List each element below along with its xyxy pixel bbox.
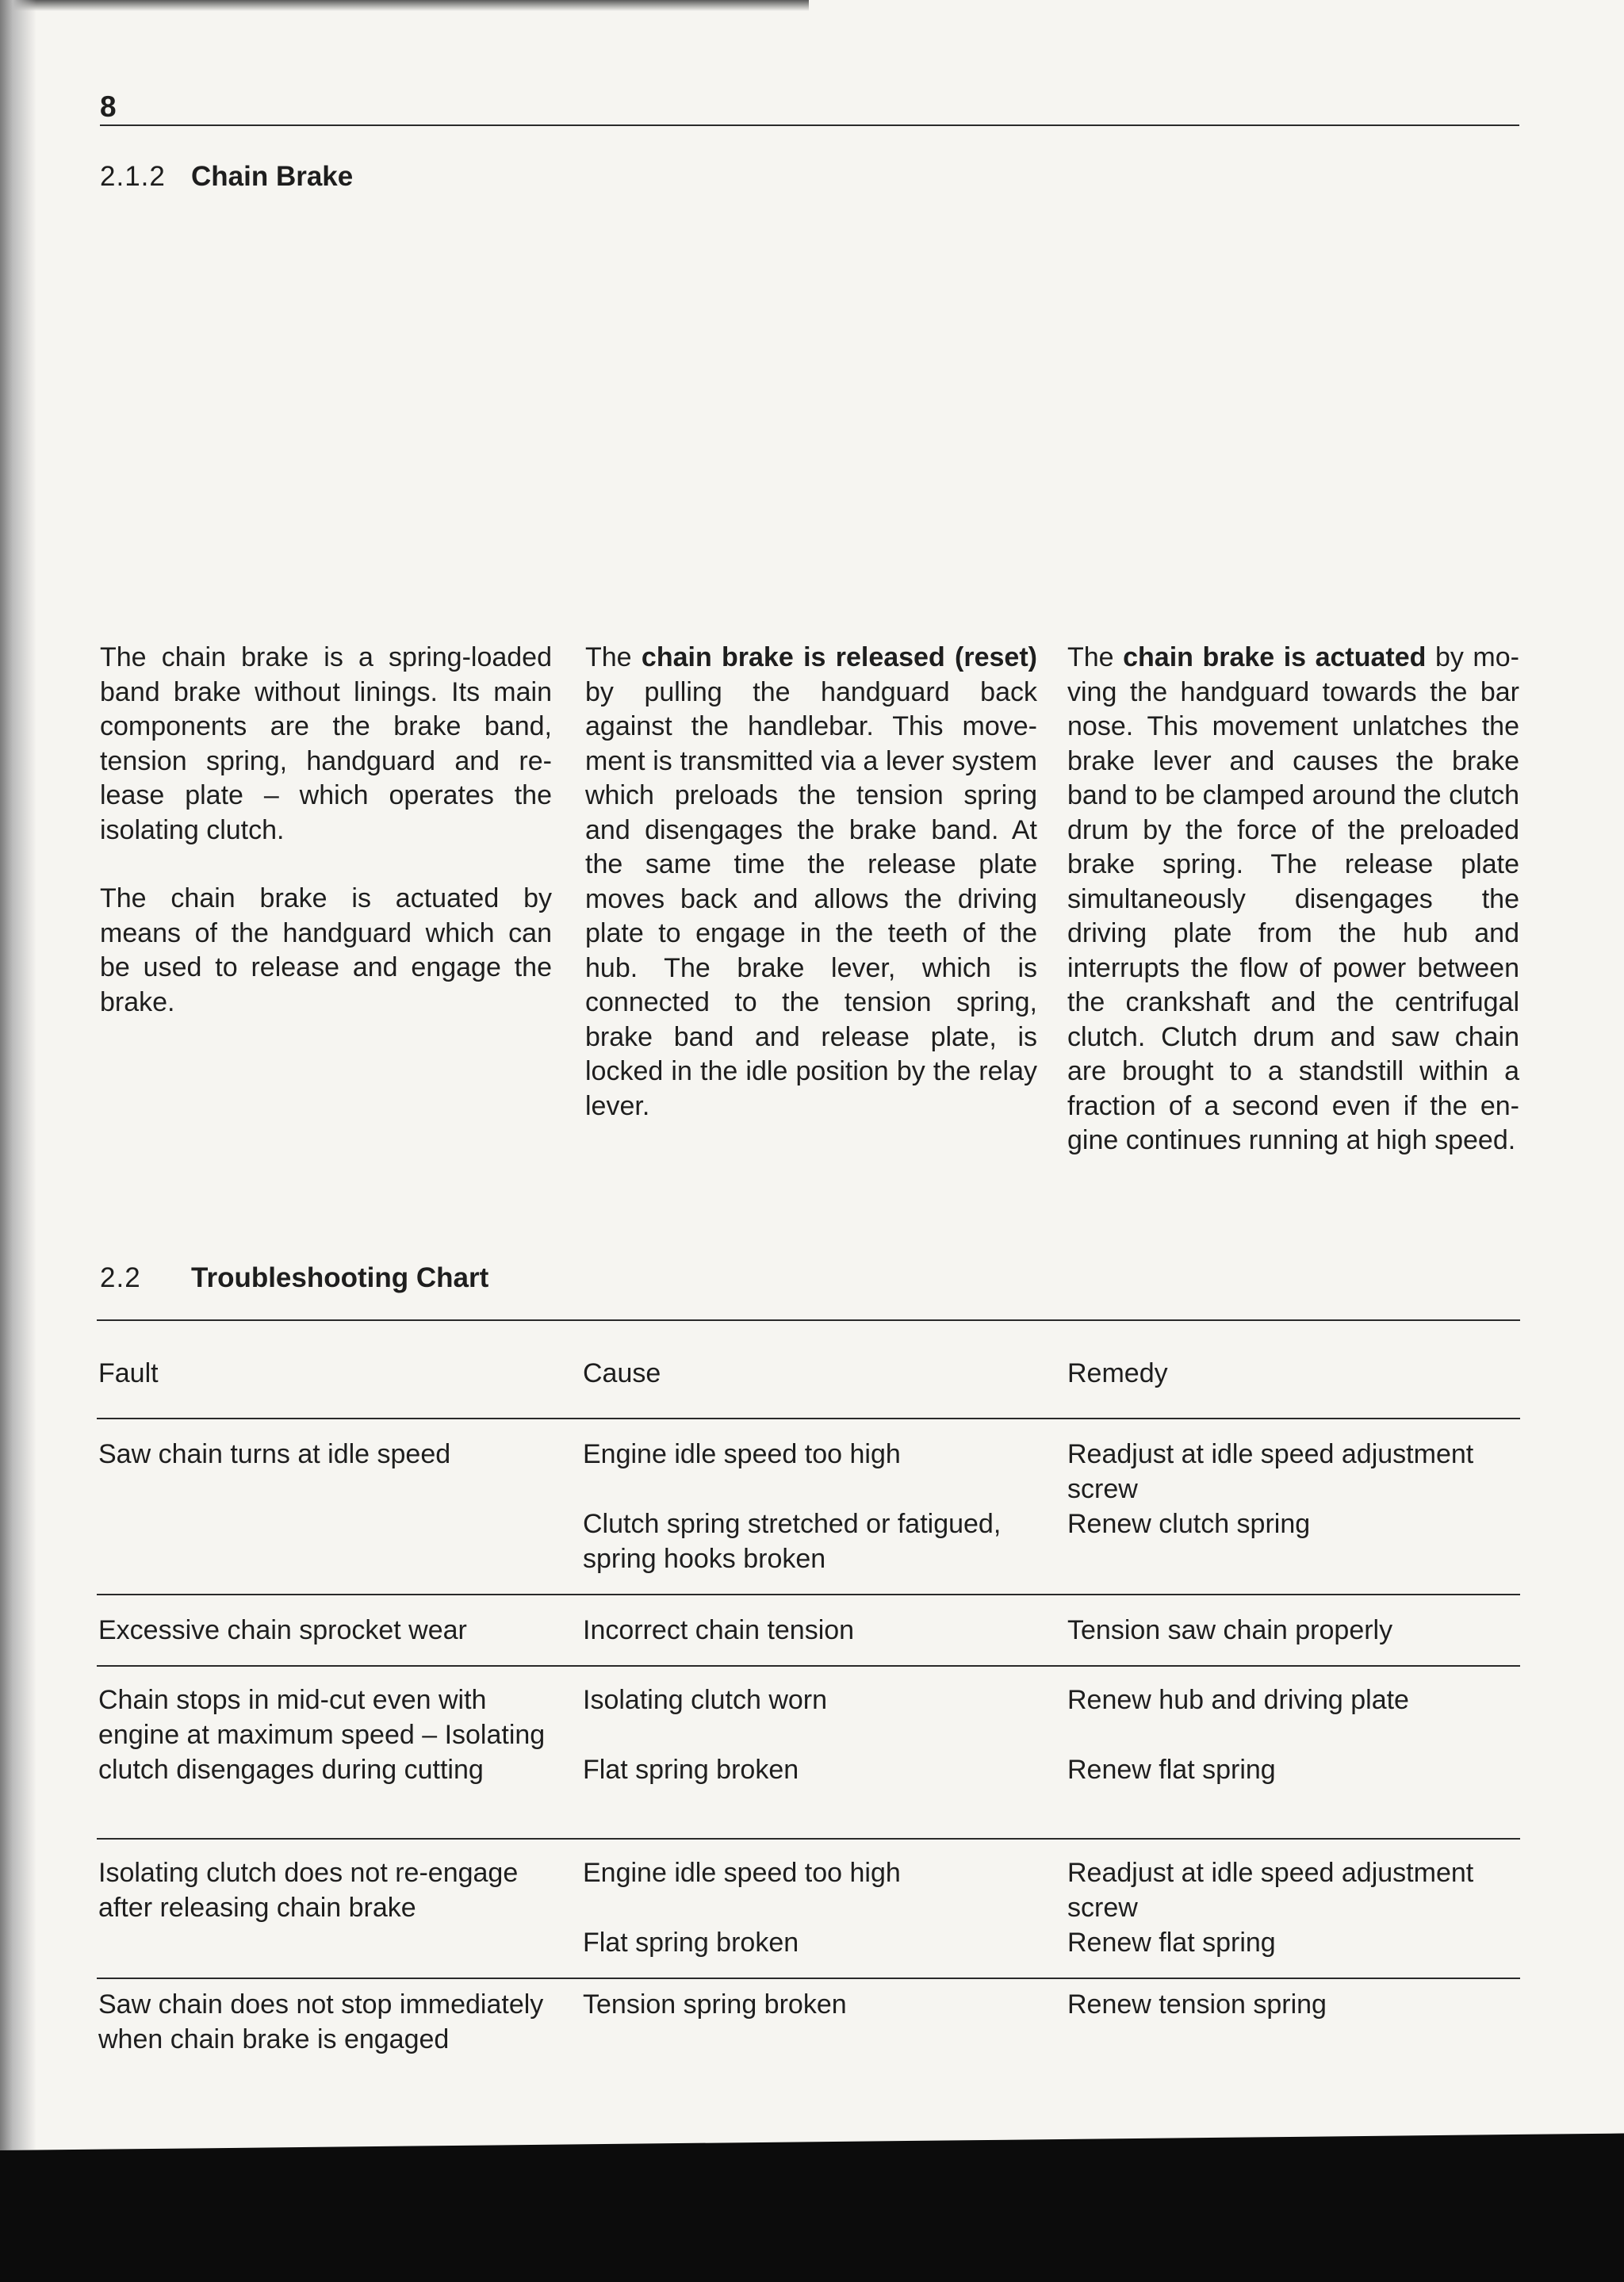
column-header-remedy: Remedy (1067, 1358, 1168, 1388)
bold-term: chain brake is actuated (1123, 642, 1427, 672)
bold-term: chain brake is released (reset) (641, 642, 1037, 672)
paragraph: The chain brake is actuated by means of the handguard which can be used to release and engage the brake. (100, 883, 552, 1017)
fault-cell: Saw chain does not stop immediately when chain brake is engaged (98, 1989, 544, 2054)
text-run: The (1067, 642, 1124, 672)
table-top-rule (97, 1319, 1520, 1321)
row-rule (97, 1594, 1520, 1595)
header-rule (100, 124, 1519, 126)
row-rule (97, 1838, 1520, 1840)
cause-cell: Engine idle speed too high (583, 1858, 901, 1888)
section-title: Troubleshooting Chart (191, 1262, 489, 1293)
fault-cell: Isolating clutch does not re-engage after releasing chain brake (98, 1858, 519, 1923)
section-title: Chain Brake (191, 161, 354, 192)
paragraph (1067, 641, 1519, 1158)
scan-left-edge (0, 0, 36, 2165)
cause-cell: Isolating clutch worn (583, 1685, 828, 1715)
page-number: 8 (100, 90, 117, 123)
fault-cell: Saw chain turns at idle speed (98, 1439, 451, 1469)
remedy-cell: Renew flat spring (1067, 1928, 1276, 1958)
text-column-1 (100, 641, 552, 1054)
remedy-cell: Renew clutch spring (1067, 1509, 1311, 1539)
cause-cell: Clutch spring stretched or fatigued, spring hooks broken (583, 1509, 1002, 1574)
remedy-cell: Tension saw chain properly (1067, 1615, 1393, 1645)
section-heading-chain-brake (100, 161, 353, 193)
paragraph: The chain brake is a spring-loaded band brake without linings. Its main components are the brake band, tension spring, handguard and release plate – which operates the isolating clutch. (100, 642, 552, 845)
remedy-cell: Renew flat spring (1067, 1755, 1276, 1785)
column-header-cause: Cause (583, 1358, 661, 1388)
header-rule (97, 1418, 1520, 1419)
scan-bottom-fill (0, 2173, 1624, 2282)
row-rule (97, 1665, 1520, 1667)
remedy-cell: Readjust at idle speed adjustment screw (1067, 1439, 1474, 1504)
remedy-cell: Renew tension spring (1067, 1989, 1327, 2020)
section-number: 2.1.2 (100, 161, 166, 192)
fault-cell: Excessive chain sprocket wear (98, 1615, 467, 1645)
section-number: 2.2 (100, 1262, 141, 1293)
remedy-cell: Renew hub and driving plate (1067, 1685, 1409, 1715)
cause-cell: Engine idle speed too high (583, 1439, 901, 1469)
column-header-fault: Fault (98, 1358, 159, 1388)
scan-top-edge (0, 0, 809, 11)
section-heading-troubleshooting (100, 1262, 488, 1294)
fault-cell: Chain stops in mid-cut even with engine at maximum speed – Isolating clutch disengages during cutting (98, 1685, 546, 1785)
cause-cell: Flat spring broken (583, 1755, 799, 1785)
cause-cell: Flat spring broken (583, 1928, 799, 1958)
cause-cell: Tension spring broken (583, 1989, 847, 2020)
cause-cell: Incorrect chain tension (583, 1615, 855, 1645)
text-run: by pulling the handguard back against the handlebar. This movement is transmitted via a lever system which preloads the tension spring and disengages the brake band. At the same time the release plate moves back and allows the driving plate to engage in the teeth of the hub. The brake lever, which is connected to the tension spring, brake band and release plate, is locked in the idle position by the relay lever. (585, 676, 1037, 1121)
text-run: by moving the handguard towards the bar nose. This movement unlatches the brake lever and causes the brake band to be clamped around the clutch drum by the force of the preloaded brake spring. The release plate simultaneously disengages the driving plate from the hub and interrupts the flow of power between the crankshaft and the centrifugal clutch. Clutch drum and saw chain are brought to a standstill within a fraction of a second even if the engine continues running at high speed. (1067, 642, 1519, 1155)
row-rule (97, 1978, 1520, 1979)
remedy-cell: Readjust at idle speed adjustment screw (1067, 1858, 1474, 1923)
text-run: The (585, 642, 642, 672)
paragraph (585, 641, 1037, 1124)
text-column-2 (585, 641, 1037, 1158)
text-column-3 (1067, 641, 1519, 1193)
